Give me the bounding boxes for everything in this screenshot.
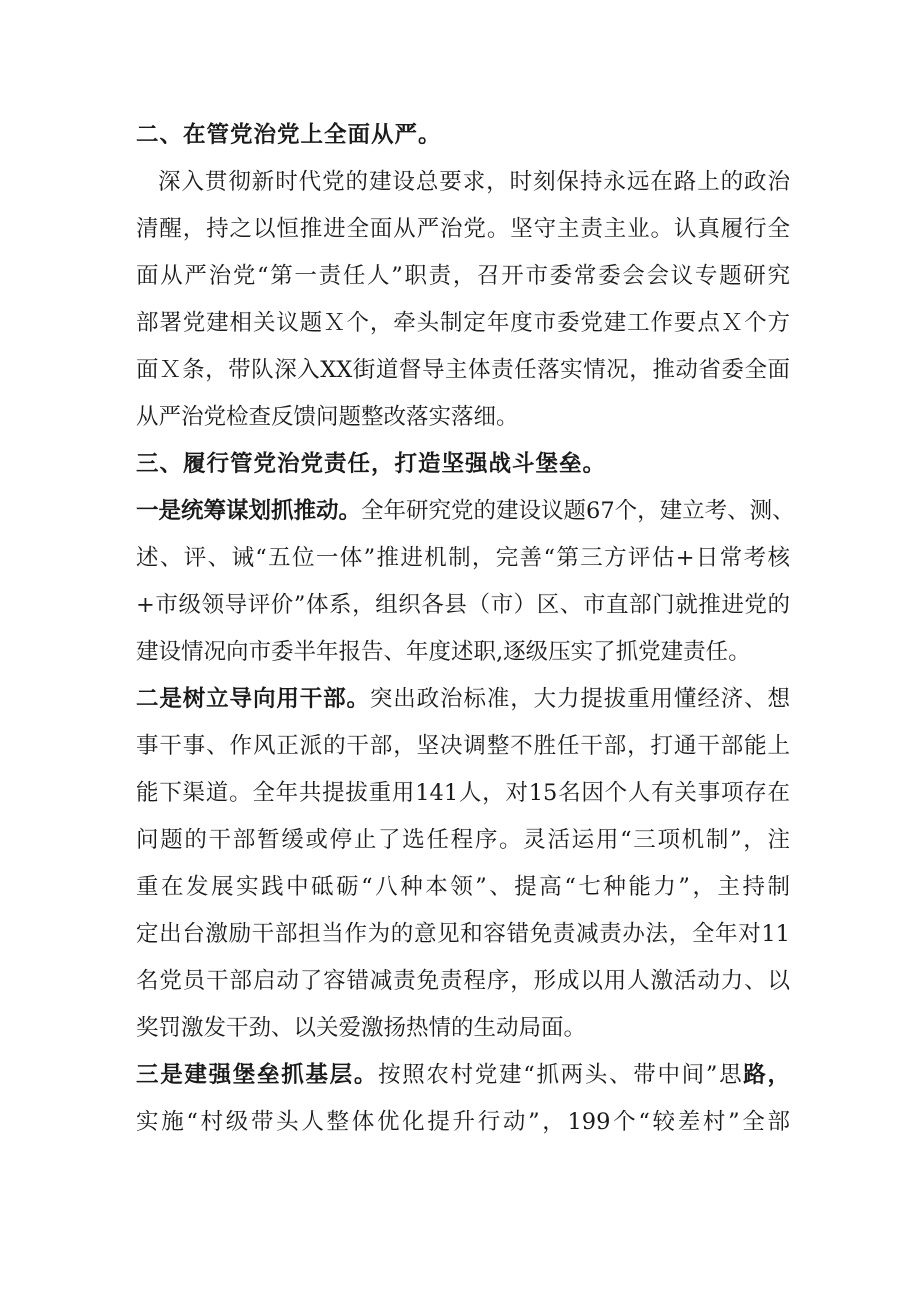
item-2-text: 突出政治标准，大力提拔重用懂经济、想	[369, 686, 790, 712]
paragraph-line: 问题的干部暂缓或停止了选任程序。灵活运用“三项机制”，注	[136, 827, 790, 853]
paragraph-line: 深入贯彻新时代党的建设总要求，时刻保持永远在路上的政治	[158, 169, 790, 195]
item-3-line2-a: 实施“村级带头人整体优化提升行动”	[136, 1109, 540, 1135]
paragraph-line: 清醒，持之以恒推进全面从严治党。坚守主责主业。认真履行全	[136, 216, 790, 242]
paragraph-line: 奖罚激发干劲、以关爱激扬热情的生动局面。	[136, 1015, 587, 1041]
item-3-text-bold: 路，	[743, 1062, 790, 1088]
item-1-first-line	[136, 488, 795, 535]
section-heading-3: 三、履行管党治党责任，打造坚强战斗堡垒。	[136, 451, 607, 477]
paragraph-line: 述、评、诫“五位一体”推进机制，完善“第三方评估+日常考核	[136, 545, 790, 571]
paragraph-line: 面Ｘ条，带队深入XX街道督导主体责任落实情况，推动省委全面	[136, 357, 790, 383]
paragraph-line: 部署党建相关议题Ｘ个，牵头制定年度市委党建工作要点Ｘ个方	[136, 310, 790, 336]
paragraph-line: 重在发展实践中砥砺“八种本领”、提高“七种能力”，主持制	[136, 874, 790, 900]
item-3-lead: 三是建强堡垒抓基层。	[136, 1062, 379, 1088]
paragraph-line: 名党员干部启动了容错减责免责程序，形成以用人激活动力、以	[136, 968, 790, 994]
item-2-lead: 二是树立导向用干部。	[136, 686, 370, 712]
item-1-lead: 一是统筹谋划抓推动。	[136, 498, 362, 524]
item-1-text: 全年研究党的建设议题67个，建立考、测、	[361, 498, 795, 524]
paragraph-line: 面从严治党“第一责任人”职责，召开市委常委会会议专题研究	[136, 263, 790, 289]
paragraph-line: 能下渠道。全年共提拔重用141人，对15名因个人有关事项存在	[136, 780, 790, 806]
item-3-first-line	[136, 1052, 790, 1099]
item-3-text: 按照农村党建“抓两头、带中间”思	[378, 1062, 744, 1088]
document-page	[136, 112, 795, 1146]
paragraph-line: 定出台激励干部担当作为的意见和容错免责减责办法，全年对11	[136, 921, 790, 947]
item-3-line2-b: ，199个“较差村”全部	[539, 1109, 790, 1135]
paragraph-line: 从严治党检查反馈问题整改落实落细。	[136, 404, 519, 430]
paragraph-line: 建设情况向市委半年报告、年度述职,逐级压实了抓党建责任。	[136, 639, 751, 665]
paragraph-line: +市级领导评价”体系，组织各县（市）区、市直部门就推进党的	[136, 592, 790, 618]
paragraph-line: 事干事、作风正派的干部，坚决调整不胜任干部，打通干部能上	[136, 733, 790, 759]
item-3-second-line	[136, 1099, 790, 1146]
item-2-first-line	[136, 676, 790, 723]
section-heading-2: 二、在管党治党上全面从严。	[136, 122, 442, 148]
